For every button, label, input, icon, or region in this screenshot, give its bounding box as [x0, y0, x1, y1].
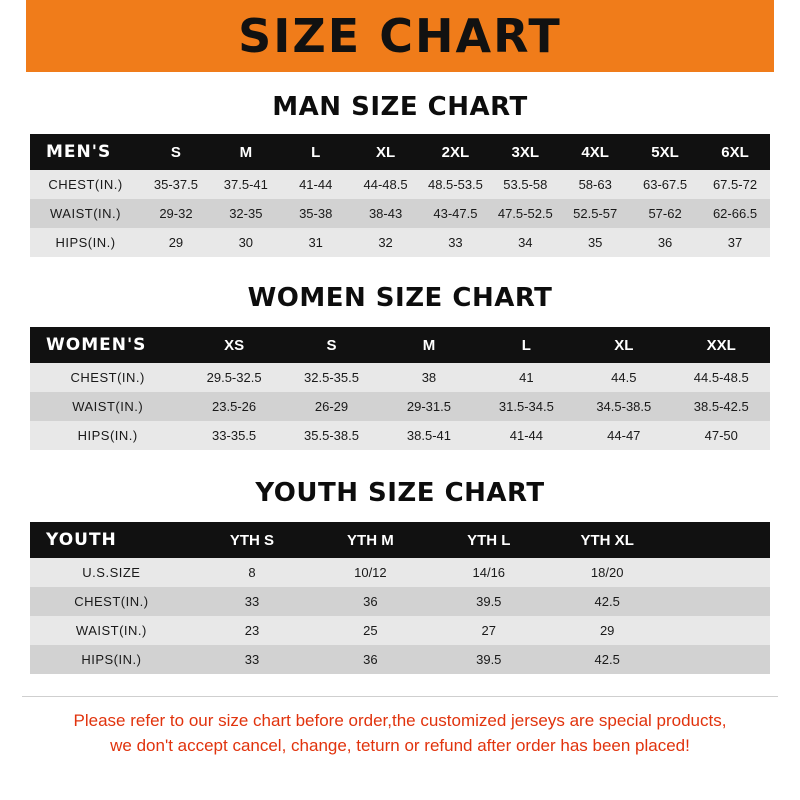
- table-row: [30, 199, 770, 228]
- table-row: [30, 587, 770, 616]
- youth-hips-s: 33: [193, 645, 311, 674]
- table-row: [30, 392, 770, 421]
- youth-row-label-hips: HIPS(IN.): [30, 645, 193, 674]
- women-chest-m: 38: [380, 363, 477, 392]
- women-header-m: M: [380, 327, 477, 363]
- men-chest-3xl: 53.5-58: [490, 170, 560, 199]
- men-hips-xl: 32: [351, 228, 421, 257]
- women-chest-xxl: 44.5-48.5: [673, 363, 771, 392]
- men-row-label-chest: CHEST(IN.): [30, 170, 141, 199]
- youth-ussize-spacer: [666, 558, 770, 587]
- header-banner: [0, 0, 800, 72]
- women-header-label: WOMEN'S: [30, 327, 185, 363]
- table-header-row: [30, 522, 770, 558]
- men-waist-s: 29-32: [141, 199, 211, 228]
- women-hips-s: 35.5-38.5: [283, 421, 380, 450]
- men-chest-6xl: 67.5-72: [700, 170, 770, 199]
- men-header-3xl: 3XL: [490, 134, 560, 170]
- men-waist-xl: 38-43: [351, 199, 421, 228]
- table-row: [30, 421, 770, 450]
- women-chest-xl: 44.5: [575, 363, 672, 392]
- youth-waist-xl: 29: [548, 616, 666, 645]
- women-header-xs: XS: [185, 327, 282, 363]
- men-hips-l: 31: [281, 228, 351, 257]
- men-header-5xl: 5XL: [630, 134, 700, 170]
- youth-hips-spacer: [666, 645, 770, 674]
- men-row-label-waist: WAIST(IN.): [30, 199, 141, 228]
- header-banner-inner: [212, 9, 588, 63]
- youth-ussize-xl: 18/20: [548, 558, 666, 587]
- women-chest-xs: 29.5-32.5: [185, 363, 282, 392]
- youth-waist-l: 27: [430, 616, 548, 645]
- men-hips-4xl: 35: [560, 228, 630, 257]
- section-title-youth: YOUTH SIZE CHART: [255, 478, 545, 508]
- youth-chest-s: 33: [193, 587, 311, 616]
- men-chest-4xl: 58-63: [560, 170, 630, 199]
- men-header-l: L: [281, 134, 351, 170]
- youth-header-m: YTH M: [311, 522, 429, 558]
- men-hips-s: 29: [141, 228, 211, 257]
- men-hips-3xl: 34: [490, 228, 560, 257]
- table-row: [30, 228, 770, 257]
- footer-note: [22, 696, 778, 758]
- men-hips-5xl: 36: [630, 228, 700, 257]
- youth-ussize-s: 8: [193, 558, 311, 587]
- men-header-label: MEN'S: [30, 134, 141, 170]
- men-waist-6xl: 62-66.5: [700, 199, 770, 228]
- men-chest-s: 35-37.5: [141, 170, 211, 199]
- women-header-s: S: [283, 327, 380, 363]
- page-title: SIZE CHART: [238, 9, 562, 63]
- women-chest-s: 32.5-35.5: [283, 363, 380, 392]
- table-header-row: [30, 134, 770, 170]
- women-hips-xs: 33-35.5: [185, 421, 282, 450]
- table-row: [30, 558, 770, 587]
- women-size-table: [30, 327, 770, 450]
- youth-header-s: YTH S: [193, 522, 311, 558]
- section-title-women: WOMEN SIZE CHART: [247, 283, 553, 313]
- youth-waist-m: 25: [311, 616, 429, 645]
- men-chest-2xl: 48.5-53.5: [421, 170, 491, 199]
- men-chest-m: 37.5-41: [211, 170, 281, 199]
- men-waist-2xl: 43-47.5: [421, 199, 491, 228]
- youth-hips-l: 39.5: [430, 645, 548, 674]
- men-row-label-hips: HIPS(IN.): [30, 228, 141, 257]
- men-hips-m: 30: [211, 228, 281, 257]
- footer-note-line-2: we don't accept cancel, change, teturn or refund after order has been placed!: [110, 735, 690, 755]
- youth-header-xl: YTH XL: [548, 522, 666, 558]
- men-header-4xl: 4XL: [560, 134, 630, 170]
- youth-chart-wrapper: [0, 522, 800, 674]
- men-chest-xl: 44-48.5: [351, 170, 421, 199]
- women-header-xl: XL: [575, 327, 672, 363]
- table-header-row: [30, 327, 770, 363]
- women-hips-xl: 44-47: [575, 421, 672, 450]
- women-row-label-chest: CHEST(IN.): [30, 363, 185, 392]
- men-waist-l: 35-38: [281, 199, 351, 228]
- men-waist-4xl: 52.5-57: [560, 199, 630, 228]
- youth-chest-spacer: [666, 587, 770, 616]
- men-size-table: [30, 134, 770, 257]
- footer-note-line-1: Please refer to our size chart before order,the customized jerseys are special products,: [73, 711, 727, 730]
- women-chest-l: 41: [478, 363, 575, 392]
- table-row: [30, 645, 770, 674]
- men-header-2xl: 2XL: [421, 134, 491, 170]
- men-hips-6xl: 37: [700, 228, 770, 257]
- youth-chest-xl: 42.5: [548, 587, 666, 616]
- table-row: [30, 616, 770, 645]
- women-waist-xs: 23.5-26: [185, 392, 282, 421]
- youth-chest-m: 36: [311, 587, 429, 616]
- women-row-label-waist: WAIST(IN.): [30, 392, 185, 421]
- men-hips-2xl: 33: [421, 228, 491, 257]
- youth-waist-s: 23: [193, 616, 311, 645]
- women-hips-xxl: 47-50: [673, 421, 771, 450]
- men-chest-5xl: 63-67.5: [630, 170, 700, 199]
- section-title-man: MAN SIZE CHART: [272, 92, 528, 122]
- youth-ussize-m: 10/12: [311, 558, 429, 587]
- men-header-m: M: [211, 134, 281, 170]
- youth-waist-spacer: [666, 616, 770, 645]
- women-waist-s: 26-29: [283, 392, 380, 421]
- women-row-label-hips: HIPS(IN.): [30, 421, 185, 450]
- youth-header-spacer: [666, 522, 770, 558]
- youth-hips-xl: 42.5: [548, 645, 666, 674]
- women-waist-xl: 34.5-38.5: [575, 392, 672, 421]
- men-header-6xl: 6XL: [700, 134, 770, 170]
- men-chart-wrapper: [0, 134, 800, 257]
- youth-row-label-ussize: U.S.SIZE: [30, 558, 193, 587]
- men-waist-5xl: 57-62: [630, 199, 700, 228]
- men-chest-l: 41-44: [281, 170, 351, 199]
- youth-row-label-waist: WAIST(IN.): [30, 616, 193, 645]
- women-hips-m: 38.5-41: [380, 421, 477, 450]
- youth-chest-l: 39.5: [430, 587, 548, 616]
- youth-ussize-l: 14/16: [430, 558, 548, 587]
- men-header-xl: XL: [351, 134, 421, 170]
- youth-header-l: YTH L: [430, 522, 548, 558]
- youth-header-label: YOUTH: [30, 522, 193, 558]
- women-hips-l: 41-44: [478, 421, 575, 450]
- women-waist-xxl: 38.5-42.5: [673, 392, 771, 421]
- women-header-xxl: XXL: [673, 327, 771, 363]
- women-waist-m: 29-31.5: [380, 392, 477, 421]
- women-header-l: L: [478, 327, 575, 363]
- youth-row-label-chest: CHEST(IN.): [30, 587, 193, 616]
- youth-size-table: [30, 522, 770, 674]
- women-chart-wrapper: [0, 327, 800, 450]
- women-waist-l: 31.5-34.5: [478, 392, 575, 421]
- youth-hips-m: 36: [311, 645, 429, 674]
- table-row: [30, 363, 770, 392]
- table-row: [30, 170, 770, 199]
- men-waist-m: 32-35: [211, 199, 281, 228]
- men-waist-3xl: 47.5-52.5: [490, 199, 560, 228]
- men-header-s: S: [141, 134, 211, 170]
